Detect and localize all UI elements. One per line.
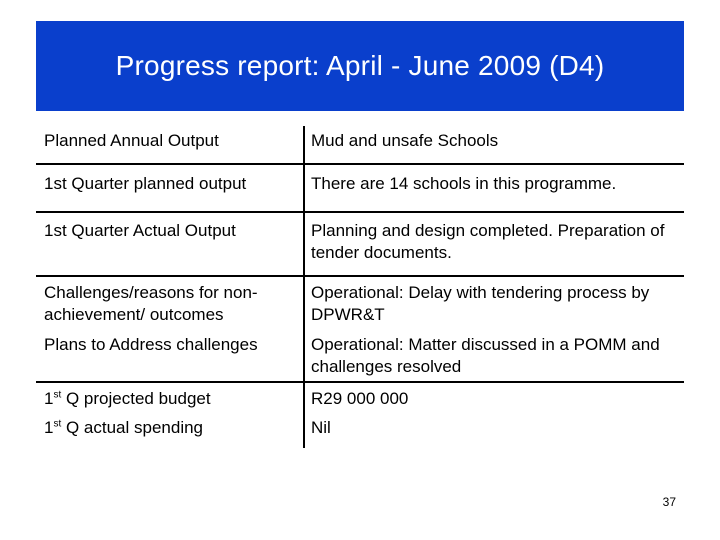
row-label-number: 1	[44, 418, 54, 437]
row-value: Mud and unsafe Schools	[304, 126, 684, 164]
row-label	[36, 382, 304, 412]
table-row	[36, 382, 684, 412]
row-label: 1st Quarter planned output	[36, 164, 304, 212]
row-label-text: Q actual spending	[61, 418, 204, 437]
row-label-ordinal: st	[53, 418, 62, 430]
page-title: Progress report: April - June 2009 (D4)	[115, 50, 605, 81]
title-bar	[36, 21, 684, 111]
row-label: 1st Quarter Actual Output	[36, 212, 304, 276]
page-number: 37	[662, 495, 676, 509]
report-table	[36, 126, 684, 448]
row-label-number: 1	[44, 389, 54, 408]
table-row	[36, 164, 684, 212]
row-label	[36, 412, 304, 448]
row-value: Planning and design completed. Preparation of tender documents.	[304, 212, 684, 276]
row-label-ordinal: st	[53, 389, 62, 401]
row-value: There are 14 schools in this programme.	[304, 164, 684, 212]
table-row	[36, 126, 684, 164]
row-value: Nil	[311, 418, 331, 437]
row-value: R29 000 000	[311, 389, 409, 408]
row-value: Operational: Matter discussed in a POMM and challenges resolved	[304, 328, 684, 382]
table-row	[36, 276, 684, 328]
table-row	[36, 412, 684, 448]
row-label: Challenges/reasons for non-achievement/ outcomes	[36, 276, 304, 328]
row-label: Planned Annual Output	[36, 126, 304, 164]
row-label: Plans to Address challenges	[36, 328, 304, 382]
table-row	[36, 328, 684, 382]
row-value: Operational: Delay with tendering process by DPWR&T	[311, 283, 650, 324]
table-row	[36, 212, 684, 276]
row-label-text: Q projected budget	[61, 389, 211, 408]
